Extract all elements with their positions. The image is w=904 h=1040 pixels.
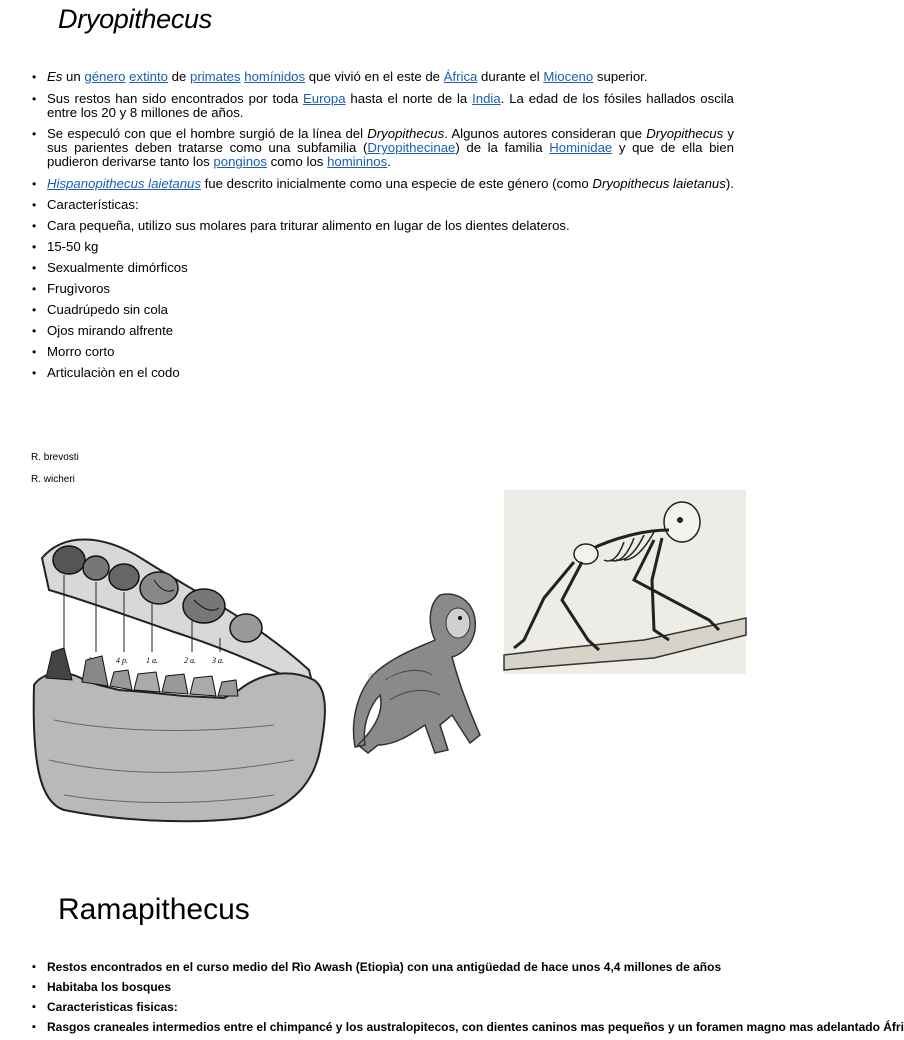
link-primates[interactable]: primates [190, 69, 241, 84]
bullet-remains: • Sus restos han sido encontrados por toda Europa hasta el norte de la India. La edad de los fósiles hallados oscila entre los 20 y 8 millones de años. [30, 92, 734, 120]
bullet-item: • Cara pequeña, utilizo sus molares para triturar alimento en lugar de los dientes delateros. [30, 219, 734, 233]
jaw-label: 2 a. [184, 656, 196, 665]
link-hispanopithecus[interactable]: Hispanopithecus laietanus [47, 175, 201, 191]
bullet-item: • Morro corto [30, 345, 734, 359]
section-title-ramapithecus: Ramapithecus [58, 893, 250, 926]
bullet-hispanopithecus: • Hispanopithecus laietanus fue descrito inicialmente como una especie de este género (como Dryopithecus laietanus). [30, 177, 734, 191]
ramapithecus-bullet-cut: ▪ Rasgos craneales intermedios entre el chimpancé y los australopitecos, con dientes caninos mas pequeños y un foramen magno mas adelantado Áfri [30, 1020, 750, 1034]
page-title: Dryopithecus [58, 4, 212, 34]
dryopithecus-figure [340, 585, 495, 760]
link-europa[interactable]: Europa [303, 90, 346, 106]
bullet-genus: • Es un género extinto de primates homínidos que vivió en el este de África durante el Mioceno superior. [30, 70, 734, 84]
label-wicheri: R. wicheri [31, 474, 75, 485]
ramapithecus-bullet: ▪ Caracteristicas fisicas: [30, 1000, 750, 1014]
ramapithecus-bullet: ▪ Habitaba los bosques [30, 980, 750, 994]
bullet-item: • 15-50 kg [30, 240, 734, 254]
bullet-list [30, 70, 734, 387]
bullet-item: • Cuadrúpedo sin cola [30, 303, 734, 317]
bullet-item: • Frugìvoros [30, 282, 734, 296]
link-hominidae[interactable]: Hominidae [549, 140, 613, 156]
skeleton-illustration [504, 490, 746, 674]
jaw-label: 1 a. [146, 656, 158, 665]
jaw-fossil-illustration [24, 520, 354, 830]
jaw-label: 3 a. [212, 656, 224, 665]
bullet-item: • Características: [30, 198, 734, 212]
ramapithecus-bullet: ▪ Restos encontrados en el curso medio del Rìo Awash (Etiopìa) con una antigüedad de hace unos 4,4 millones de años [30, 960, 750, 974]
link-hominidos[interactable]: homínidos [244, 69, 306, 84]
jaw-label: 4 p. [116, 656, 128, 665]
ramapithecus-bullet-list [30, 960, 904, 1040]
bullet-item: • Ojos mirando alfrente [30, 324, 734, 338]
bullet-speculation: • Se especuló con que el hombre surgió de la línea del Dryopithecus. Algunos autores consideran que Dryopithecus y sus parientes deben tratarse como una subfamilia (Dryopithecinae) de la familia Hominidae y que de ella bien pudieron derivarse tanto los ponginos como los homininos. [30, 127, 734, 169]
link-genero[interactable]: género [84, 69, 126, 84]
watermark-text: © Frank Belser [368, 672, 435, 683]
link-homininos[interactable]: homininos [327, 154, 388, 170]
link-extinto[interactable]: extinto [129, 69, 168, 84]
link-dryopithecinae[interactable]: Dryopithecinae [367, 140, 456, 156]
bullet-item: • Sexualmente dimórficos [30, 261, 734, 275]
link-africa[interactable]: África [443, 69, 478, 84]
label-brevosti: R. brevosti [31, 452, 79, 463]
link-ponginos[interactable]: ponginos [213, 154, 267, 170]
link-mioceno[interactable]: Mioceno [543, 69, 594, 84]
bullet-item: • Articulaciòn en el codo [30, 366, 734, 380]
link-india[interactable]: India [472, 90, 501, 106]
